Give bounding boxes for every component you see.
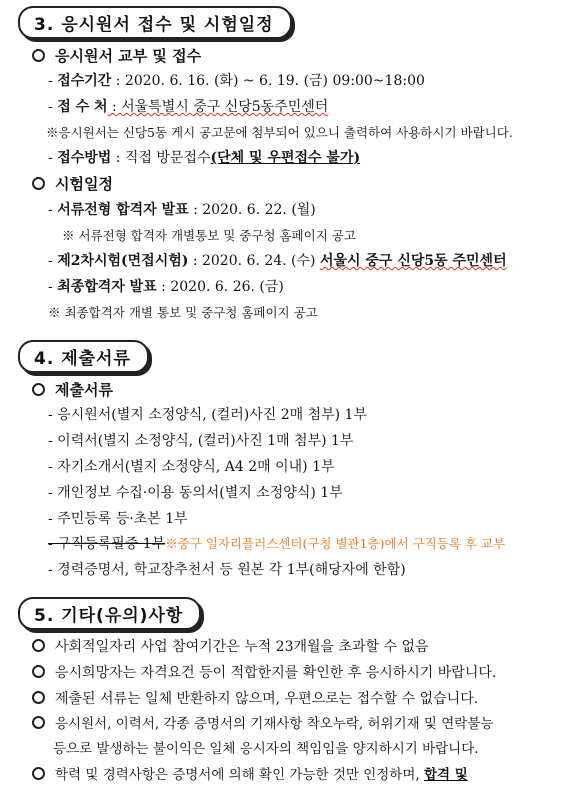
second-exam: - 제2차시험(면접시험) : 2020. 6. 24. (수) 서울시 중구 신당5동 주민센터 bbox=[48, 253, 507, 269]
apply-note: ※응시원서는 신당5동 게시 공고문에 첨부되어 있으니 출력하여 사용하시기 바랍니다. bbox=[46, 125, 513, 140]
doc-item: - 경력증명서, 학교장추천서 등 원본 각 1부(해당자에 한함) bbox=[48, 562, 406, 578]
circle-bullet-icon bbox=[32, 177, 45, 190]
section-4-title bbox=[18, 340, 149, 373]
schedule-heading: 시험일정 bbox=[32, 174, 113, 194]
section-3-title-text: 3. 응시원서 접수 및 시험일정 bbox=[34, 15, 274, 35]
circle-bullet-icon bbox=[32, 383, 45, 396]
apply-period: - 접수기간 : 2020. 6. 16. (화) ~ 6. 19. (금) 09:00~18:00 bbox=[48, 73, 425, 89]
section-5-title-text: 5. 기타(유의)사항 bbox=[34, 606, 184, 626]
apply-heading: 응시원서 교부 및 접수 bbox=[32, 46, 201, 66]
notice-item: 학력 및 경력사항은 증명서에 의해 확인 가능한 것만 인정하며, 합격 및 bbox=[32, 765, 468, 785]
doc-item-job-registration: - 구직등록필증 1부※중구 일자리플러스센터(구청 별관1층)에서 구직등록 후 교부 bbox=[48, 536, 506, 552]
final-note: ※ 최종합격자 개별 통보 및 중구청 홈페이지 공고 bbox=[48, 305, 318, 320]
final-result: - 최종합격자 발표 : 2020. 6. 26. (금) bbox=[48, 279, 284, 295]
notice-item: 제출된 서류는 일체 반환하지 않으며, 우편으로는 접수할 수 없습니다. bbox=[32, 689, 478, 709]
apply-place: - 접 수 처 : 서울특별시 중구 신당5동주민센터 bbox=[48, 99, 329, 115]
docs-heading: 제출서류 bbox=[32, 380, 113, 400]
doc-item: - 응시원서(별지 소정양식, (컬러)사진 2매 첨부) 1부 bbox=[48, 407, 367, 423]
doc-item: - 주민등록 등·초본 1부 bbox=[48, 511, 188, 527]
section-4-title-text: 4. 제출서류 bbox=[34, 349, 131, 369]
circle-bullet-icon bbox=[32, 49, 45, 62]
doc-item: - 자기소개서(별지 소정양식, A4 2매 이내) 1부 bbox=[48, 459, 335, 475]
doc-item: - 개인정보 수집·이용 동의서(별지 소정양식) 1부 bbox=[48, 485, 343, 501]
circle-bullet-icon bbox=[32, 639, 45, 652]
section-3-title bbox=[18, 6, 292, 39]
circle-bullet-icon bbox=[32, 767, 45, 780]
section-5-title bbox=[18, 597, 201, 630]
doc-note: ※ 서류전형 합격자 개별통보 및 중구청 홈페이지 공고 bbox=[62, 228, 356, 243]
circle-bullet-icon bbox=[32, 691, 45, 704]
notice-item: 응시희망자는 자격요건 등이 적합한지를 확인한 후 응시하시기 바랍니다. bbox=[32, 663, 496, 683]
doc-item: - 이력서(별지 소정양식, (컬러)사진 1매 첨부) 1부 bbox=[48, 433, 354, 449]
apply-method: - 접수방법 : 직접 방문접수(단체 및 우편접수 불가) bbox=[48, 150, 361, 166]
circle-bullet-icon bbox=[32, 665, 45, 678]
notice-item: 응시원서, 이력서, 각종 증명서의 기재사항 착오누락, 허위기재 및 연락불능 bbox=[32, 714, 493, 734]
circle-bullet-icon bbox=[32, 716, 45, 729]
doc-result: - 서류전형 합격자 발표 : 2020. 6. 22. (월) bbox=[48, 202, 316, 218]
notice-item-continued: 등으로 발생하는 불이익은 일체 응시자의 책임임을 양지하시기 바랍니다. bbox=[53, 741, 479, 757]
notice-item: 사회적일자리 사업 참여기간은 누적 23개월을 초과할 수 없음 bbox=[32, 637, 429, 657]
